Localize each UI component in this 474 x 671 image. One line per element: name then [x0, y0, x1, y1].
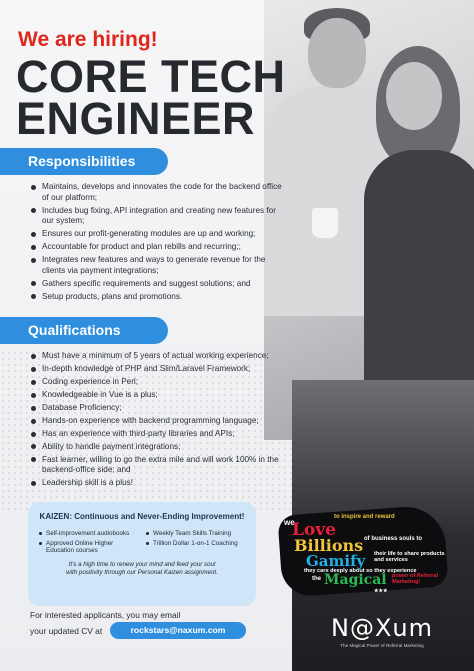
kaizen-right-list	[145, 530, 246, 557]
list-item: Approved Online Higher Education courses	[38, 540, 139, 555]
list-item: Integrates new features and ways to generate revenue for the clients via payment integrations;	[30, 255, 288, 276]
naxum-logo	[322, 614, 442, 648]
kaizen-left-list	[38, 530, 139, 557]
man-head	[308, 18, 366, 88]
list-item: Setup products, plans and promotions.	[30, 292, 288, 303]
kaizen-box	[28, 502, 256, 606]
team-photo	[264, 0, 474, 440]
promo-magical: Magical	[324, 572, 387, 588]
promo-billions: Billions	[294, 536, 364, 555]
qualifications-heading: Qualifications	[0, 317, 168, 344]
job-title-line2: ENGINEER	[16, 93, 256, 144]
logo-tagline: The Magical Power of Referral Marketing	[340, 643, 424, 648]
list-item: Knowledgeable in Vue is a plus;	[30, 390, 288, 401]
contact-text-line1: For interested applicants, you may email	[30, 610, 181, 620]
kaizen-benefits	[38, 530, 246, 557]
kaizen-quote	[38, 561, 246, 577]
list-item: Self-improvement audiobooks	[38, 530, 139, 538]
coffee-cup-icon	[312, 208, 338, 238]
hiring-label: We are hiring!	[18, 28, 158, 51]
list-item: Gathers specific requirements and suggest solutions; and	[30, 279, 288, 290]
list-item: Has an experience with third-party libraries and APIs;	[30, 429, 288, 440]
list-item: Trillion Dollar 1-on-1 Coaching	[145, 540, 246, 548]
list-item: Database Proficiency;	[30, 403, 288, 414]
kaizen-title: KAIZEN: Continuous and Never-Ending Improvement!	[39, 512, 245, 521]
responsibilities-heading: Responsibilities	[0, 148, 168, 175]
list-item: Coding experience in Perl;	[30, 377, 288, 388]
qualifications-list	[30, 351, 288, 491]
star-icon: ★★★	[374, 588, 388, 594]
list-item: Ability to handle payment integrations;	[30, 442, 288, 453]
list-item: Leadership skill is a plus!	[30, 478, 288, 489]
promo-share: their life to share products and services	[374, 551, 445, 563]
promo-gamify: Gamify	[306, 552, 366, 570]
list-item: Accountable for product and plan rebills and recurring;;	[30, 242, 288, 253]
woman-figure	[364, 150, 474, 410]
list-item: Includes bug fixing, API integration and creating new features for our system;	[30, 206, 288, 227]
woman-head	[386, 62, 442, 130]
list-item: Fast learner, willing to go the extra mile and will work 100% in the backend-office side; and	[30, 455, 288, 476]
promo-of-business: of business souls to	[364, 536, 423, 542]
email-link[interactable]: rockstars@naxum.com	[110, 622, 246, 639]
promo-the: the	[312, 576, 321, 582]
job-title	[16, 51, 286, 144]
promo-referral: power of Referral Marketing!	[392, 573, 439, 585]
job-title-line1: CORE TECH	[16, 51, 286, 102]
list-item: Ensures our profit-generating modules are up and working;	[30, 229, 288, 240]
kaizen-quote-line2: with positivity through our Personal Kaizen assignment.	[66, 568, 218, 576]
contact-text-line2: your updated CV at	[30, 626, 103, 636]
promo-love: Love	[292, 520, 336, 540]
kaizen-quote-line1: It's a high time to renew your mind and feed your soul	[68, 560, 216, 568]
logo-text: N@Xum	[331, 614, 433, 642]
list-item: Weekly Team Skills Training	[145, 530, 246, 538]
promo-deeply: they care deeply about so they experience	[304, 568, 417, 574]
promo-inspire: to inspire and reward	[334, 514, 395, 520]
list-item: Hands-on experience with backend programming language;	[30, 416, 288, 427]
list-item: Must have a minimum of 5 years of actual working experience;	[30, 351, 288, 362]
promo-graphic	[280, 510, 446, 592]
list-item: In-depth knowledge of PHP and Slim/Laravel Framework;	[30, 364, 288, 375]
list-item: Maintains, develops and innovates the code for the backend office of our platform;	[30, 182, 288, 203]
promo-we: we	[284, 518, 295, 527]
responsibilities-list	[30, 182, 288, 305]
